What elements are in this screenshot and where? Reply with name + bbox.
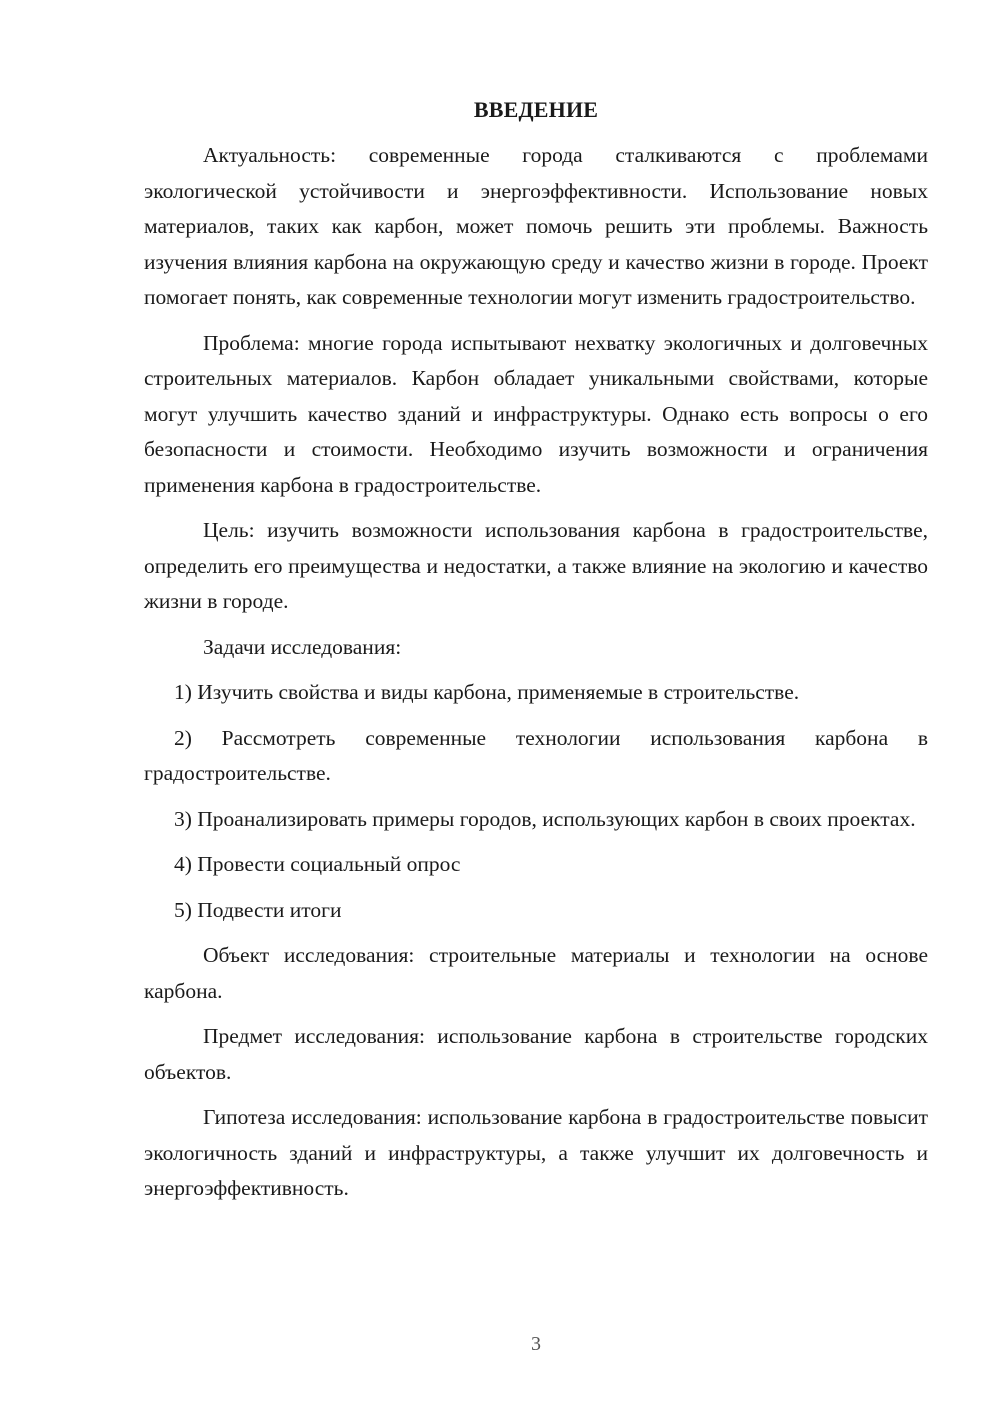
task-item-5: 5) Подвести итоги [174, 897, 342, 922]
paragraph-relevance: Актуальность: современные города сталкиваются с проблемами экологической устойчивости и энергоэффективности. Использование новых материалов, таких как карбон, может помочь решить эти проблемы. Важность изучения влияния карбона на окружающую среду и качество жизни в городе. Проект помогает понять, как современные технологии могут изменить градостроительство. [144, 143, 928, 309]
task-item-4: 4) Провести социальный опрос [174, 852, 461, 876]
paragraph-object: Объект исследования: строительные материалы и технологии на основе карбона. [144, 943, 928, 1003]
page-number: 3 [531, 1333, 541, 1355]
paragraph-hypothesis: Гипотеза исследования: использование карбона в градостроительстве повысит экологичность зданий и инфраструктуры, а также улучшит их долговечность и энергоэффективность. [144, 1105, 928, 1200]
section-title: ВВЕДЕНИЕ [473, 97, 599, 122]
task-item-1: 1) Изучить свойства и виды карбона, применяемые в строительстве. [174, 680, 800, 704]
paragraph-subject: Предмет исследования: использование карбона в строительстве городских объектов. [144, 1024, 928, 1084]
task-item-2: 2) Рассмотреть современные технологии использования карбона в градостроительстве. [144, 725, 928, 785]
paragraph-goal: Цель: изучить возможности использования карбона в градостроительстве, определить его преимущества и недостатки, а также влияние на экологию и качество жизни в городе. [144, 518, 928, 613]
task-item-3: 3) Проанализировать примеры городов, использующих карбон в своих проектах. [174, 806, 916, 831]
paragraph-problem: Проблема: многие города испытывают нехватку экологичных и долговечных строительных материалов. Карбон обладает уникальными свойствами, которые могут улучшить качество зданий и инфраструктуры. Однако есть вопросы о его безопасности и стоимости. Необходимо изучить возможности и ограничения применения карбона в градостроительстве. [144, 330, 928, 497]
tasks-heading: Задачи исследования: [203, 634, 402, 659]
document-page [144, 92, 928, 1217]
